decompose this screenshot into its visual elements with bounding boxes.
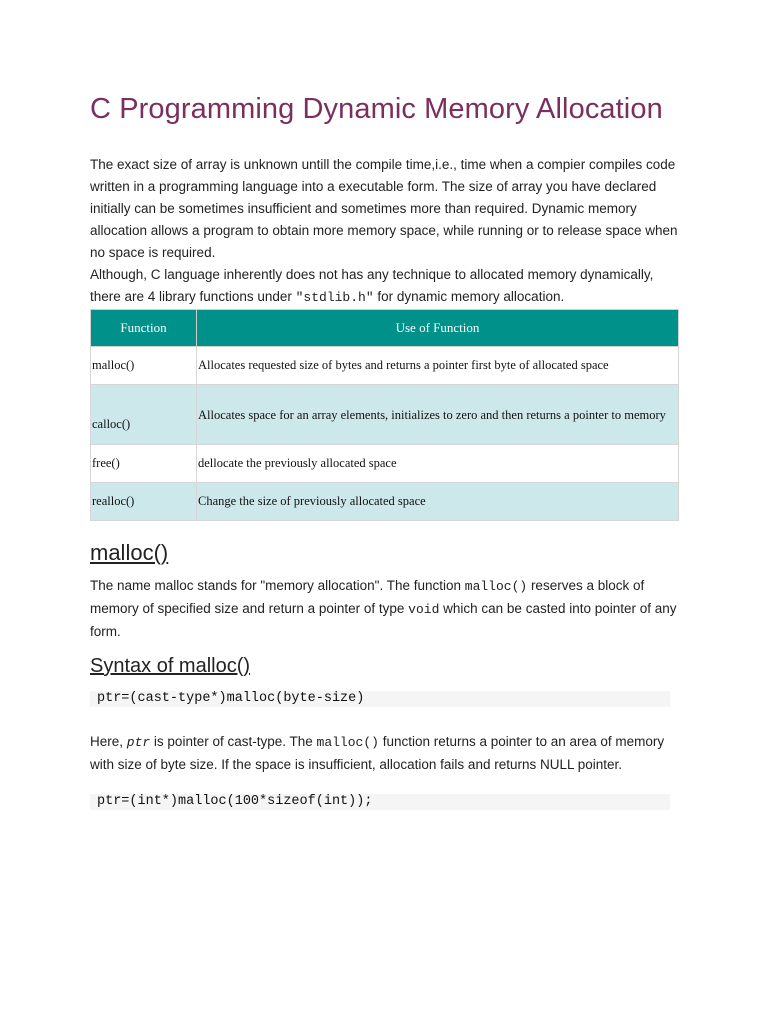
ptr-inline-code: ptr — [126, 735, 151, 750]
library-text-end: for dynamic memory allocation. — [373, 289, 565, 304]
table-header-row — [91, 310, 679, 347]
explanation-end: function returns a pointer to an area of memory with size of byte size. If the space is insufficient, allocation fails and returns NULL pointer. — [90, 734, 665, 772]
syntax-heading: Syntax of malloc() — [90, 655, 251, 677]
table-row — [91, 385, 679, 445]
explanation-paragraph — [90, 731, 680, 776]
stdlib-code: "stdlib.h" — [295, 290, 374, 305]
explanation-mid: is pointer of cast-type. The — [150, 734, 317, 749]
malloc-inline-code: malloc() — [464, 579, 528, 594]
explanation-start: Here, — [90, 734, 127, 749]
function-use-cell: dellocate the previously allocated space — [197, 445, 679, 483]
article — [90, 92, 680, 810]
library-paragraph — [90, 264, 680, 309]
function-name-cell: calloc() — [91, 385, 197, 445]
intro-paragraph: The exact size of array is unknown untill the compile time,i.e., time when a compier compiles code written in a programming language into a executable form. The size of array you have declared initially can be sometimes insufficient and sometimes more than required. Dynamic memory allocation allows a program to obtain more memory space, while running or to release space when no space is required. — [90, 157, 678, 260]
void-inline-code: void — [408, 602, 440, 617]
table-row — [91, 483, 679, 521]
column-header-use: Use of Function — [197, 310, 679, 347]
function-name-cell: free() — [91, 445, 197, 483]
malloc-function-code: malloc() — [316, 735, 379, 750]
column-header-function: Function — [91, 310, 197, 347]
function-name-cell: malloc() — [91, 347, 197, 385]
page-title: C Programming Dynamic Memory Allocation — [90, 93, 663, 125]
function-use-cell — [197, 385, 679, 445]
function-name-cell: realloc() — [91, 483, 197, 521]
functions-table — [90, 309, 679, 521]
function-use-text: Allocates space for an array elements, initializes to zero and then returns a pointer to memory — [198, 407, 666, 422]
malloc-desc-mid: reserves a block of memory of specified size and return a pointer of type — [90, 578, 645, 616]
malloc-heading: malloc() — [90, 540, 169, 565]
function-use-cell: Allocates requested size of bytes and returns a pointer first byte of allocated space — [197, 347, 679, 385]
function-use-cell: Change the size of previously allocated space — [197, 483, 679, 521]
malloc-desc-end: which can be casted into pointer of any form. — [90, 601, 677, 639]
example-code-block: ptr=(int*)malloc(100*sizeof(int)); — [90, 794, 670, 810]
table-row — [91, 347, 679, 385]
malloc-description — [90, 575, 680, 643]
syntax-code-block: ptr=(cast-type*)malloc(byte-size) — [90, 691, 670, 707]
table-row — [91, 445, 679, 483]
malloc-desc-start: The name malloc stands for "memory allocation". The function — [90, 578, 465, 593]
library-text-start: Although, C language inherently does not has any technique to allocated memory dynamically, there are 4 library functions under — [90, 267, 654, 304]
